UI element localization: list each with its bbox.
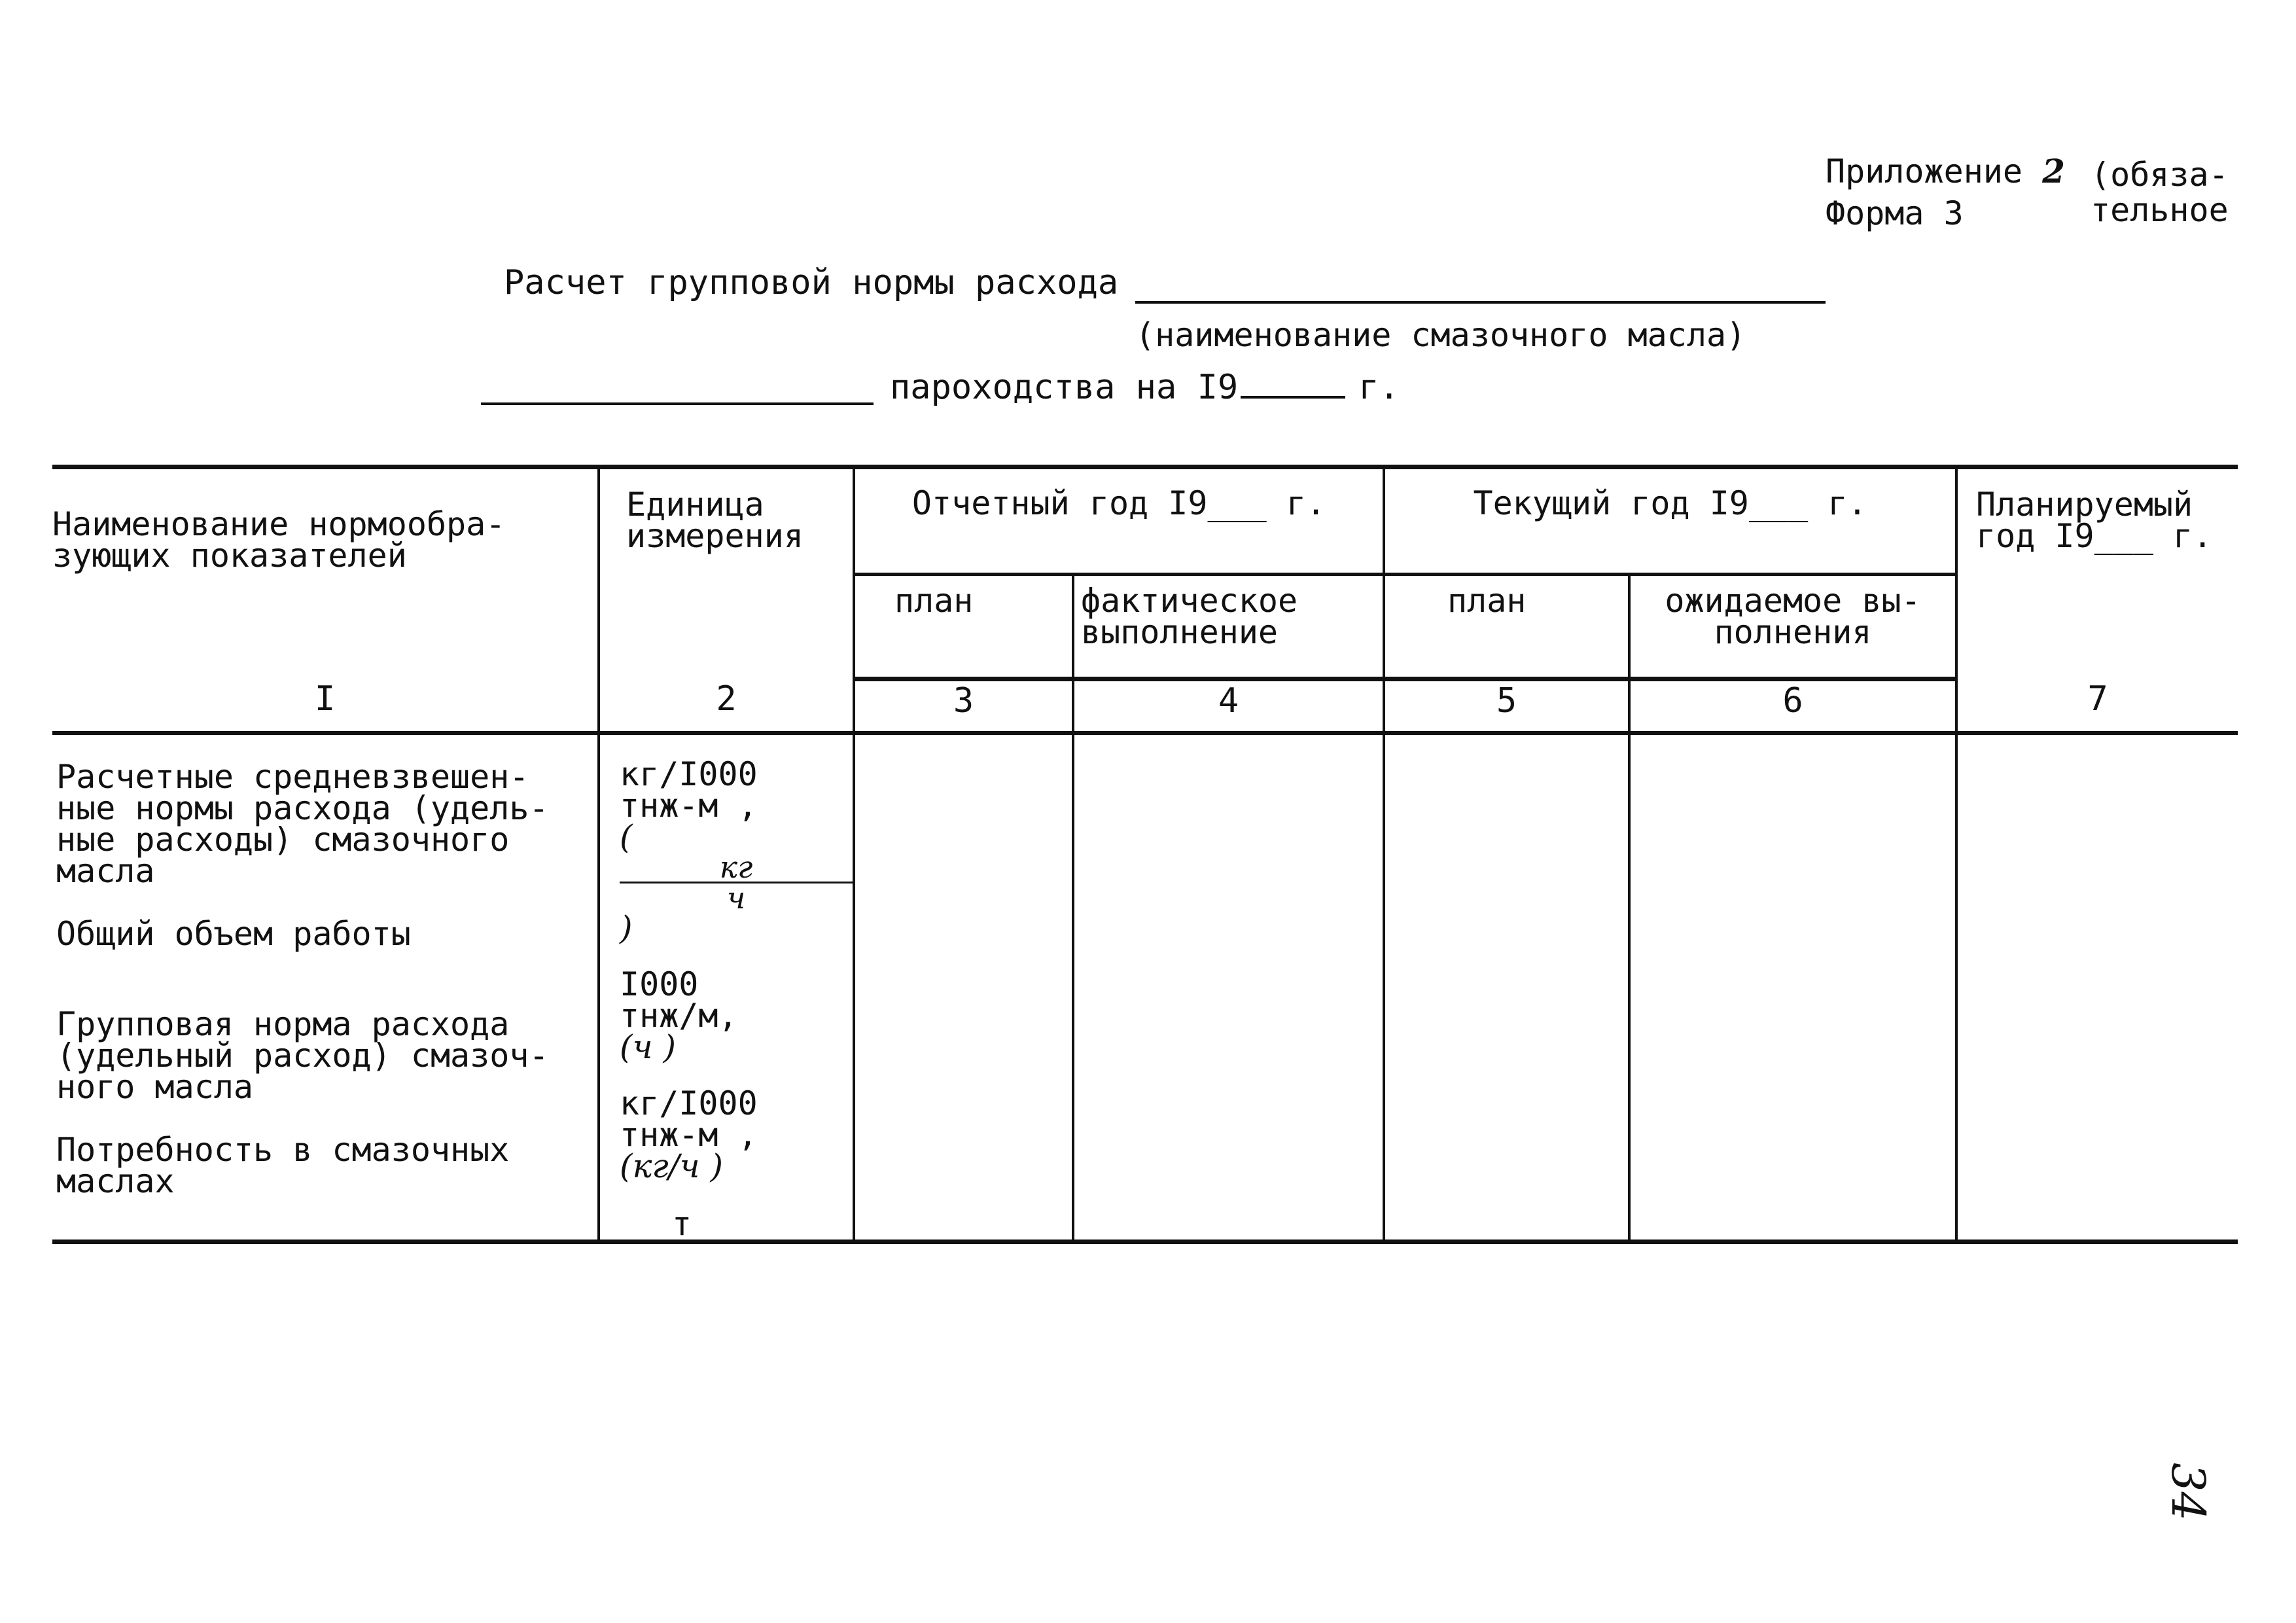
appendix-block xyxy=(1826,154,2065,231)
indicator-line: маслах xyxy=(56,1162,175,1200)
header-indicator-name xyxy=(52,467,599,679)
header-expected-line1: ожидаемое вы- xyxy=(1665,582,1921,620)
title-line2-end: г. xyxy=(1358,368,1400,407)
unit-line: кг/I000 xyxy=(620,1084,758,1122)
indicator-line: Потребность в смазочных xyxy=(56,1131,510,1169)
unit-handwritten: ( кг ч ) xyxy=(620,821,853,944)
unit-item xyxy=(620,965,853,1066)
document-title-line2 xyxy=(890,370,1400,405)
column-number: 7 xyxy=(1956,679,2238,734)
column-number: 2 xyxy=(599,679,854,734)
header-unit-line2: измерения xyxy=(626,517,804,555)
unit-line-text: тнж/м, xyxy=(620,997,738,1035)
column-number-row xyxy=(52,679,2238,734)
unit-line: тнж-м , xyxy=(620,1116,758,1154)
header-report-year: Отчетный год I9___ г. xyxy=(854,467,1384,575)
unit-line: I000 xyxy=(620,965,699,1003)
unit-line: (кг/ч ) xyxy=(620,1147,723,1185)
appendix-number: 2 xyxy=(2042,152,2065,190)
header-current-year: Текущий год I9___ г. xyxy=(1384,467,1956,575)
unit-item xyxy=(620,755,853,947)
norm-calculation-table xyxy=(52,465,2238,1244)
unit-fraction xyxy=(620,849,853,916)
indicator-line: ные расходы) смазочного xyxy=(56,821,510,859)
planned-year-cell[interactable] xyxy=(1956,733,2238,1242)
indicator-item xyxy=(56,758,597,890)
oil-name-caption: (наименование смазочного масла) xyxy=(1135,316,1746,354)
column-number: 3 xyxy=(854,679,1073,734)
fraction-numerator: кг xyxy=(620,853,853,883)
page-number: 34 xyxy=(2161,1463,2215,1522)
shipping-company-blank[interactable] xyxy=(481,402,874,405)
column-number: 6 xyxy=(1629,679,1956,734)
unit-item xyxy=(620,1205,853,1243)
indicator-line: Общий объем работы xyxy=(56,915,411,953)
document-title-line1: Расчет групповой нормы расхода xyxy=(504,263,1119,302)
column-number: I xyxy=(52,679,599,734)
header-current-plan: план xyxy=(1384,575,1629,679)
indicator-line: Расчетные средневзвешен- xyxy=(56,758,529,796)
appendix-note xyxy=(2091,157,2229,228)
header-report-actual xyxy=(1073,575,1384,679)
indicator-item xyxy=(56,915,597,953)
unit-line-text: тнж-м , xyxy=(620,787,758,825)
unit-line: кг/I000 xyxy=(620,755,758,793)
title-line2-text: пароходства на I9 xyxy=(890,368,1239,407)
current-plan-cell[interactable] xyxy=(1384,733,1629,1242)
header-indicator-line2: зующих показателей xyxy=(52,537,407,575)
oil-name-blank[interactable] xyxy=(1135,301,1826,304)
form-label: Форма 3 xyxy=(1826,194,1964,232)
appendix-label: Приложение xyxy=(1826,152,2023,190)
header-unit xyxy=(599,467,854,679)
indicator-item xyxy=(56,1131,597,1200)
table-body-row xyxy=(52,733,2238,1242)
indicator-names-cell xyxy=(52,733,599,1242)
indicator-line: Групповая норма расхода xyxy=(56,1005,510,1043)
fraction-denominator: ч xyxy=(726,880,746,916)
header-expected-line2: полнения xyxy=(1714,613,1872,651)
unit-line xyxy=(620,787,853,947)
current-expected-cell[interactable] xyxy=(1629,733,1956,1242)
appendix-note-line1: (обяза- xyxy=(2091,156,2229,194)
header-planned-line1: Планируемый xyxy=(1976,486,2193,524)
header-unit-line1: Единица xyxy=(626,486,764,524)
unit-line: т xyxy=(672,1205,692,1243)
unit-handwritten: (ч ) xyxy=(620,1028,677,1066)
indicator-line: масла xyxy=(56,852,155,890)
indicator-line: ного масла xyxy=(56,1068,254,1106)
units-cell xyxy=(599,733,854,1242)
header-current-expected xyxy=(1629,575,1956,679)
indicator-line: ные нормы расхода (удель- xyxy=(56,789,549,827)
column-number: 5 xyxy=(1384,679,1629,734)
header-indicator-line1: Наименование нормообра- xyxy=(52,505,506,543)
header-planned-year xyxy=(1956,467,2238,679)
header-actual-line2: выполнение xyxy=(1081,613,1279,651)
report-plan-cell[interactable] xyxy=(854,733,1073,1242)
unit-item xyxy=(620,1084,853,1185)
year-blank[interactable] xyxy=(1241,396,1345,399)
indicator-item xyxy=(56,1005,597,1106)
report-actual-cell[interactable] xyxy=(1073,733,1384,1242)
column-number: 4 xyxy=(1073,679,1384,734)
header-actual-line1: фактическое xyxy=(1081,582,1298,620)
header-planned-line2: год I9___ г. xyxy=(1976,517,2213,555)
appendix-note-line2: тельное xyxy=(2091,191,2229,229)
header-report-plan: план xyxy=(854,575,1073,679)
unit-line xyxy=(620,997,853,1066)
indicator-line: (удельный расход) смазоч- xyxy=(56,1037,549,1075)
